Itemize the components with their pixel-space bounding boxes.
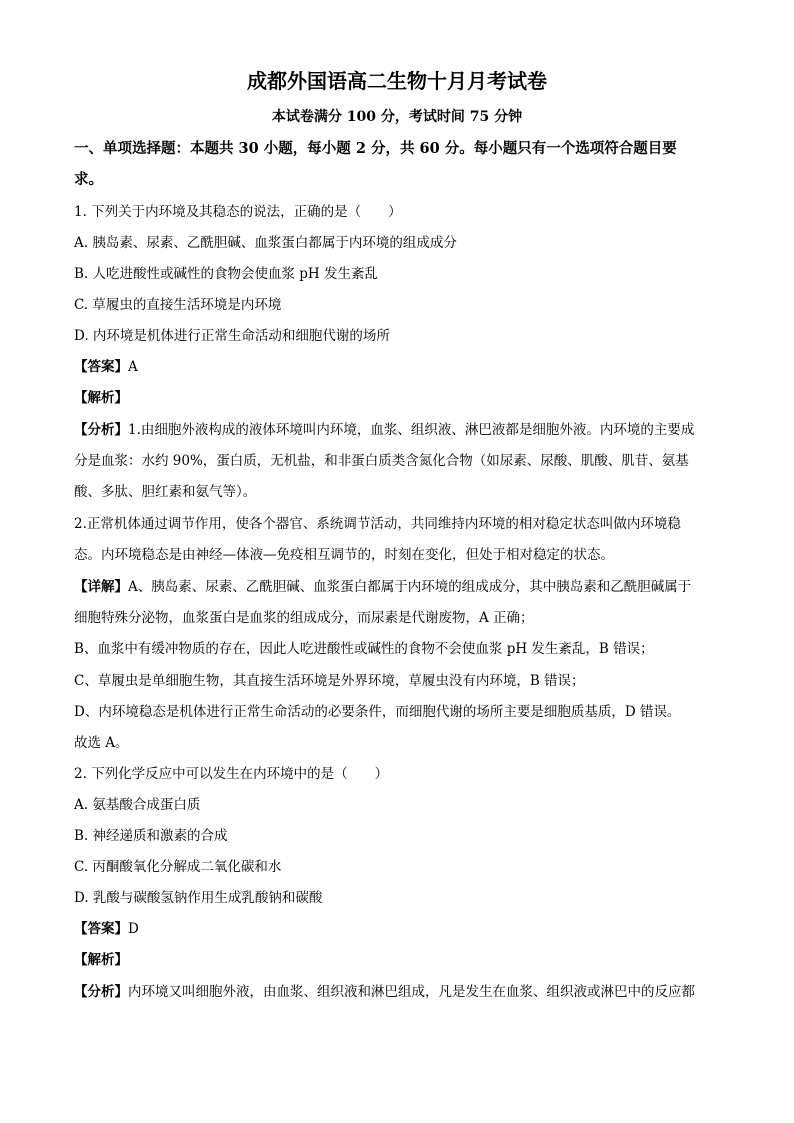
q2-option-c: C. 丙酮酸氧化分解成二氧化碳和水 bbox=[74, 859, 282, 875]
q1-xiangjie-line bbox=[74, 577, 724, 597]
q2-analysis-label bbox=[74, 950, 724, 970]
q2-stem: 2. 下列化学反应中可以发生在内环境中的是（ ） bbox=[74, 766, 389, 782]
q1-xiangjie-line: 故选 A。 bbox=[74, 735, 129, 751]
q2-answer bbox=[74, 919, 724, 939]
q2-option-a: A. 氨基酸合成蛋白质 bbox=[74, 797, 201, 813]
section-heading-line2: 求。 bbox=[74, 171, 103, 188]
q1-option-b: B. 人吃进酸性或碱性的食物会使血浆 pH 发生紊乱 bbox=[74, 266, 378, 282]
answer-label: 【答案】 bbox=[74, 921, 128, 937]
q1-xiangjie-line: B、血浆中有缓冲物质的存在，因此人吃进酸性或碱性的食物不会使血浆 pH 发生紊乱，B 错误； bbox=[74, 641, 654, 657]
fenxi-text: 1.由细胞外液构成的液体环境叫内环境，血浆、组织液、淋巴液都是细胞外液。内环境的主要成 bbox=[128, 422, 695, 438]
q1-option-d: D. 内环境是机体进行正常生命活动和细胞代谢的场所 bbox=[74, 328, 390, 344]
q1-xiangjie-line: 细胞特殊分泌物，血浆蛋白是血浆的组成成分，而尿素是代谢废物，A 正确； bbox=[74, 610, 534, 626]
q1-analysis-label bbox=[74, 388, 724, 408]
xiangjie-text: A、胰岛素、尿素、乙酰胆碱、血浆蛋白都属于内环境的组成成分，其中胰岛素和乙酰胆碱属于 bbox=[128, 579, 692, 595]
q1-fenxi-line: 2.正常机体通过调节作用，使各个器官、系统调节活动，共同维持内环境的相对稳定状态叫做内环境稳 bbox=[74, 516, 681, 532]
q1-option-a: A. 胰岛素、尿素、乙酰胆碱、血浆蛋白都属于内环境的组成成分 bbox=[74, 235, 457, 251]
fenxi-text: 内环境又叫细胞外液，由血浆、组织液和淋巴组成，凡是发生在血浆、组织液或淋巴中的反应都 bbox=[128, 984, 695, 1000]
q2-fenxi-line bbox=[74, 982, 724, 1002]
q1-xiangjie-line: C、草履虫是单细胞生物，其直接生活环境是外界环境，草履虫没有内环境，B 错误； bbox=[74, 673, 585, 689]
section-heading-line1: 一、单项选择题：本题共 30 小题，每小题 2 分，共 60 分。每小题只有一个选项符合题目要 bbox=[74, 140, 677, 157]
q1-fenxi-line: 分是血浆：水约 90%，蛋白质，无机盐，和非蛋白质类含氮化合物（如尿素、尿酸、肌酸、肌苷、氨基 bbox=[74, 453, 689, 469]
page-title: 成都外国语高二生物十月月考试卷 bbox=[247, 69, 547, 93]
answer-value: D bbox=[128, 921, 139, 937]
xiangjie-label: 【详解】 bbox=[74, 579, 128, 595]
q1-fenxi-line bbox=[74, 420, 724, 440]
q1-answer bbox=[74, 357, 724, 377]
exam-info: 本试卷满分 100 分，考试时间 75 分钟 bbox=[271, 109, 523, 125]
fenxi-label: 【分析】 bbox=[74, 984, 128, 1000]
q2-option-b: B. 神经递质和激素的合成 bbox=[74, 828, 228, 844]
analysis-label: 【解析】 bbox=[74, 952, 128, 968]
answer-label: 【答案】 bbox=[74, 359, 128, 375]
answer-value: A bbox=[128, 359, 138, 375]
q2-option-d: D. 乳酸与碳酸氢钠作用生成乳酸钠和碳酸 bbox=[74, 890, 323, 906]
q1-fenxi-line: 酸、多肽、胆红素和氨气等）。 bbox=[74, 484, 257, 500]
q1-fenxi-line: 态。内环境稳态是由神经—体液—免疫相互调节的，时刻在变化，但处于相对稳定的状态。 bbox=[74, 547, 614, 563]
q1-stem: 1. 下列关于内环境及其稳态的说法，正确的是（ ） bbox=[74, 204, 402, 220]
q1-xiangjie-line: D、内环境稳态是机体进行正常生命活动的必要条件，而细胞代谢的场所主要是细胞质基质，D 错误。 bbox=[74, 704, 681, 720]
fenxi-label: 【分析】 bbox=[74, 422, 128, 438]
q1-option-c: C. 草履虫的直接生活环境是内环境 bbox=[74, 297, 282, 313]
analysis-label: 【解析】 bbox=[74, 390, 128, 406]
